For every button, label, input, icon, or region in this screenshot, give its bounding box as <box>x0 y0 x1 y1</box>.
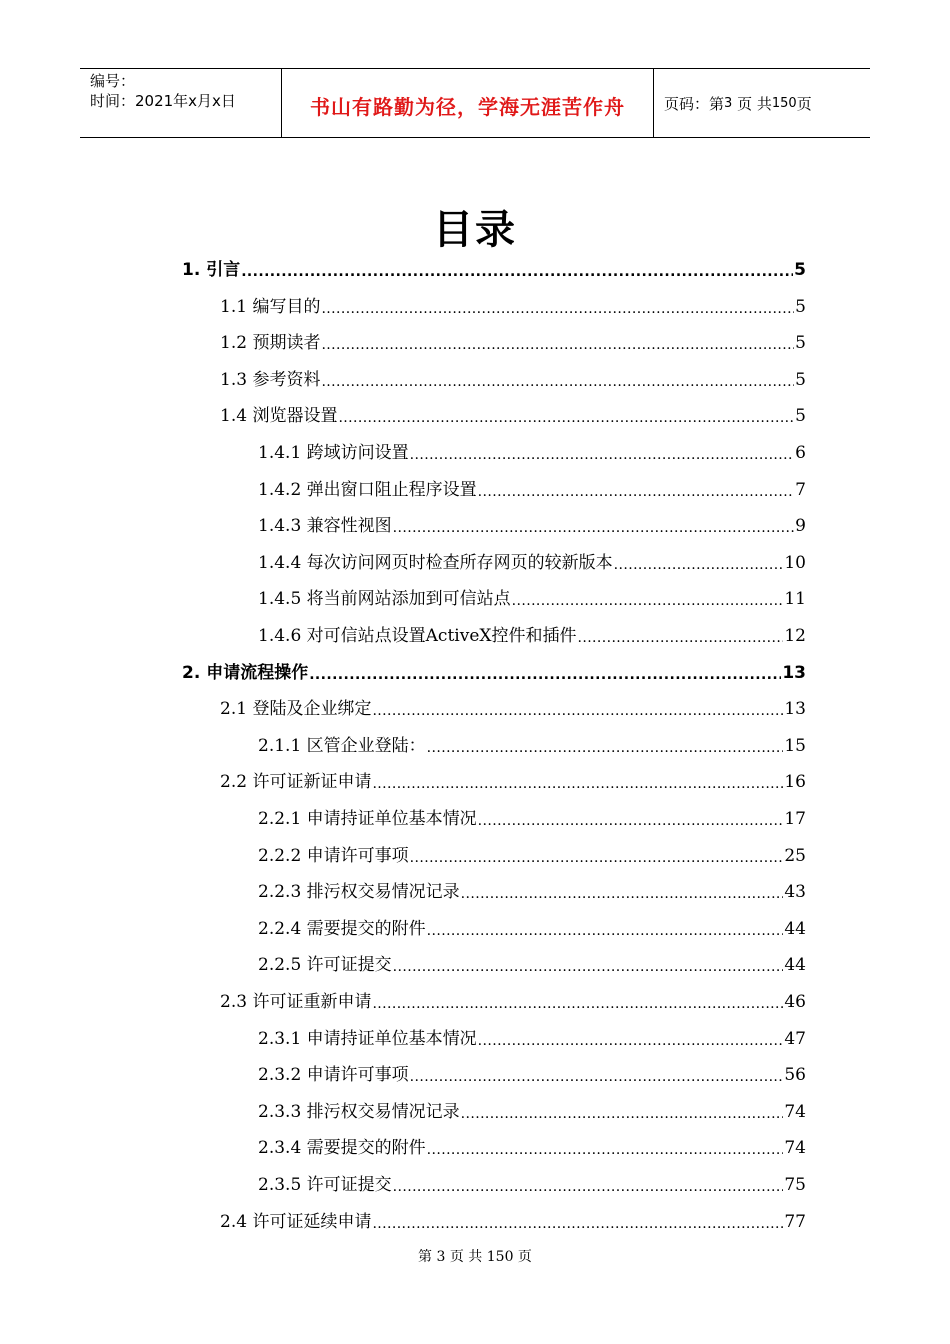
toc-entry[interactable] <box>258 1019 806 1049</box>
toc-entry-label: 2.2.2 申请许可事项 <box>258 845 409 866</box>
header-page-info <box>654 69 870 137</box>
toc-entry-label: 2.4 许可证延续申请 <box>220 1211 372 1232</box>
toc-leader-dots <box>309 667 781 683</box>
toc-entry[interactable] <box>258 1092 806 1122</box>
toc-entry-page: 9 <box>795 516 806 537</box>
toc-entry[interactable] <box>258 433 806 463</box>
toc-entry[interactable] <box>258 726 806 756</box>
toc-entry[interactable] <box>258 616 806 646</box>
toc-entry[interactable] <box>220 762 806 792</box>
header-motto: 书山有路勤为径，学海无涯苦作舟 <box>282 69 654 137</box>
toc-entry[interactable] <box>258 506 806 536</box>
toc-leader-dots <box>372 776 783 792</box>
toc-entry-label: 2.3.3 排污权交易情况记录 <box>258 1101 460 1122</box>
toc-entry[interactable] <box>258 1055 806 1085</box>
toc-leader-dots <box>512 593 784 609</box>
toc-leader-dots <box>410 447 795 463</box>
toc-entry-page: 43 <box>784 882 806 903</box>
toc-entry-page: 5 <box>795 333 806 354</box>
toc-entry[interactable] <box>182 653 806 683</box>
toc-entry-page: 6 <box>795 443 806 463</box>
toc-entry-label: 1.2 预期读者 <box>220 333 321 354</box>
toc-entry-label: 2.1 登陆及企业绑定 <box>220 699 372 720</box>
toc-leader-dots <box>478 484 795 500</box>
toc-entry-page: 56 <box>784 1065 806 1086</box>
toc-entry-label: 2.3.1 申请持证单位基本情况 <box>258 1028 477 1049</box>
toc-entry-page: 47 <box>784 1028 806 1049</box>
toc-entry-label: 1.4.5 将当前网站添加到可信站点 <box>258 589 511 610</box>
toc-entry[interactable] <box>258 1165 806 1195</box>
toc-entry-label: 1.4.4 每次访问网页时检查所存网页的较新版本 <box>258 552 613 573</box>
toc-entry-page: 13 <box>782 662 806 683</box>
toc-entry-label: 2.2.3 排污权交易情况记录 <box>258 882 460 903</box>
toc-leader-dots <box>478 1033 784 1049</box>
toc-entry-page: 46 <box>784 992 806 1012</box>
toc-entry-page: 5 <box>795 369 806 390</box>
toc-entry[interactable] <box>220 323 806 353</box>
toc-entry[interactable] <box>258 945 806 975</box>
toc-entry-label: 2.2.1 申请持证单位基本情况 <box>258 809 477 829</box>
toc-entry-label: 1.4 浏览器设置 <box>220 406 338 427</box>
toc-leader-dots <box>578 630 784 646</box>
toc-leader-dots <box>321 337 794 353</box>
toc-leader-dots <box>393 1179 784 1195</box>
toc-leader-dots <box>241 264 793 280</box>
header-time: 时间：2021年x月x日 <box>90 92 236 110</box>
toc-leader-dots <box>393 959 784 975</box>
toc-entry[interactable] <box>258 799 806 829</box>
toc-entry-label: 2.3.4 需要提交的附件 <box>258 1138 426 1159</box>
toc-entry[interactable] <box>220 1202 806 1232</box>
toc-entry-page: 12 <box>784 626 806 646</box>
toc-entry-label: 2.2.4 需要提交的附件 <box>258 918 426 939</box>
toc-entry-page: 44 <box>784 955 806 976</box>
toc-leader-dots <box>321 301 794 317</box>
toc-entry-label: 1.4.3 兼容性视图 <box>258 516 392 537</box>
toc-entry-page: 5 <box>795 406 806 427</box>
toc-leader-dots <box>393 520 795 536</box>
toc-entry-label: 2.2.5 许可证提交 <box>258 955 392 976</box>
toc-entry[interactable] <box>220 396 806 426</box>
toc-entry-label: 1.1 编写目的 <box>220 296 321 317</box>
header-code: 编号： <box>90 72 136 90</box>
toc-entry-page: 5 <box>795 296 806 317</box>
toc-leader-dots <box>410 1069 784 1085</box>
toc-entry-label: 2.3.5 许可证提交 <box>258 1175 392 1195</box>
header-meta <box>80 69 282 137</box>
toc-entry[interactable] <box>258 909 806 939</box>
toc-leader-dots <box>372 1216 783 1232</box>
toc-entry[interactable] <box>220 287 806 317</box>
toc-leader-dots <box>461 1106 784 1122</box>
toc-entry[interactable] <box>258 836 806 866</box>
toc-entry-page: 16 <box>784 772 806 793</box>
toc-entry-page: 77 <box>784 1211 806 1232</box>
toc-entry-label: 2.2 许可证新证申请 <box>220 772 372 793</box>
toc-entry-label: 1.3 参考资料 <box>220 369 321 390</box>
header-page-total: 150 <box>771 95 797 111</box>
toc-entry-page: 17 <box>784 809 806 829</box>
toc-entry[interactable] <box>258 470 806 500</box>
toc-entry-page: 13 <box>784 699 806 720</box>
toc-leader-dots <box>427 923 784 939</box>
page-title: 目录 <box>433 207 517 253</box>
toc-leader-dots <box>461 886 784 902</box>
toc-leader-dots <box>321 374 794 390</box>
toc-entry[interactable] <box>220 689 806 719</box>
toc-entry-page: 5 <box>794 260 806 280</box>
header-page-num: 3 <box>724 95 733 111</box>
toc-entry-page: 7 <box>795 479 806 500</box>
toc-entry[interactable] <box>220 360 806 390</box>
toc-entry[interactable] <box>258 1128 806 1158</box>
toc-entry[interactable] <box>258 543 806 573</box>
toc-entry-label: 2. 申请流程操作 <box>182 662 309 683</box>
header-page-prefix: 页码：第 <box>664 94 725 113</box>
toc-entry-label: 2.3 许可证重新申请 <box>220 992 372 1012</box>
toc-entry[interactable] <box>182 250 806 280</box>
toc-entry-label: 1.4.6 对可信站点设置ActiveX控件和插件 <box>258 626 577 646</box>
toc-entry-page: 74 <box>784 1138 806 1159</box>
page-footer: 第 3 页 共 150 页 <box>418 1249 532 1265</box>
toc-leader-dots <box>478 813 784 829</box>
toc-leader-dots <box>372 996 783 1012</box>
header-page-mid: 页 共 <box>737 94 772 113</box>
toc-entry-page: 11 <box>784 589 806 610</box>
toc-entry-page: 75 <box>784 1175 806 1195</box>
toc-entry-label: 2.1.1 区管企业登陆： <box>258 735 426 756</box>
toc-entry-page: 74 <box>784 1101 806 1122</box>
toc-entry-label: 1.4.1 跨域访问设置 <box>258 443 409 463</box>
toc-entry[interactable] <box>258 579 806 609</box>
toc-entry-label: 1. 引言 <box>182 260 241 280</box>
toc-entry-page: 15 <box>784 735 806 756</box>
toc-leader-dots <box>372 703 783 719</box>
toc-entry-page: 44 <box>784 918 806 939</box>
header-page-suffix: 页 <box>796 94 812 113</box>
toc-leader-dots <box>410 850 784 866</box>
toc-entry-page: 25 <box>784 845 806 866</box>
toc-entry[interactable] <box>220 982 806 1012</box>
toc-leader-dots <box>427 1142 784 1158</box>
toc-leader-dots <box>427 740 784 756</box>
page-header <box>80 68 870 138</box>
toc-leader-dots <box>338 410 794 426</box>
toc-entry-label: 2.3.2 申请许可事项 <box>258 1065 409 1086</box>
toc-entry-page: 10 <box>784 552 806 573</box>
toc-entry[interactable] <box>258 872 806 902</box>
toc-entry-label: 1.4.2 弹出窗口阻止程序设置 <box>258 479 477 500</box>
toc-leader-dots <box>614 557 784 573</box>
